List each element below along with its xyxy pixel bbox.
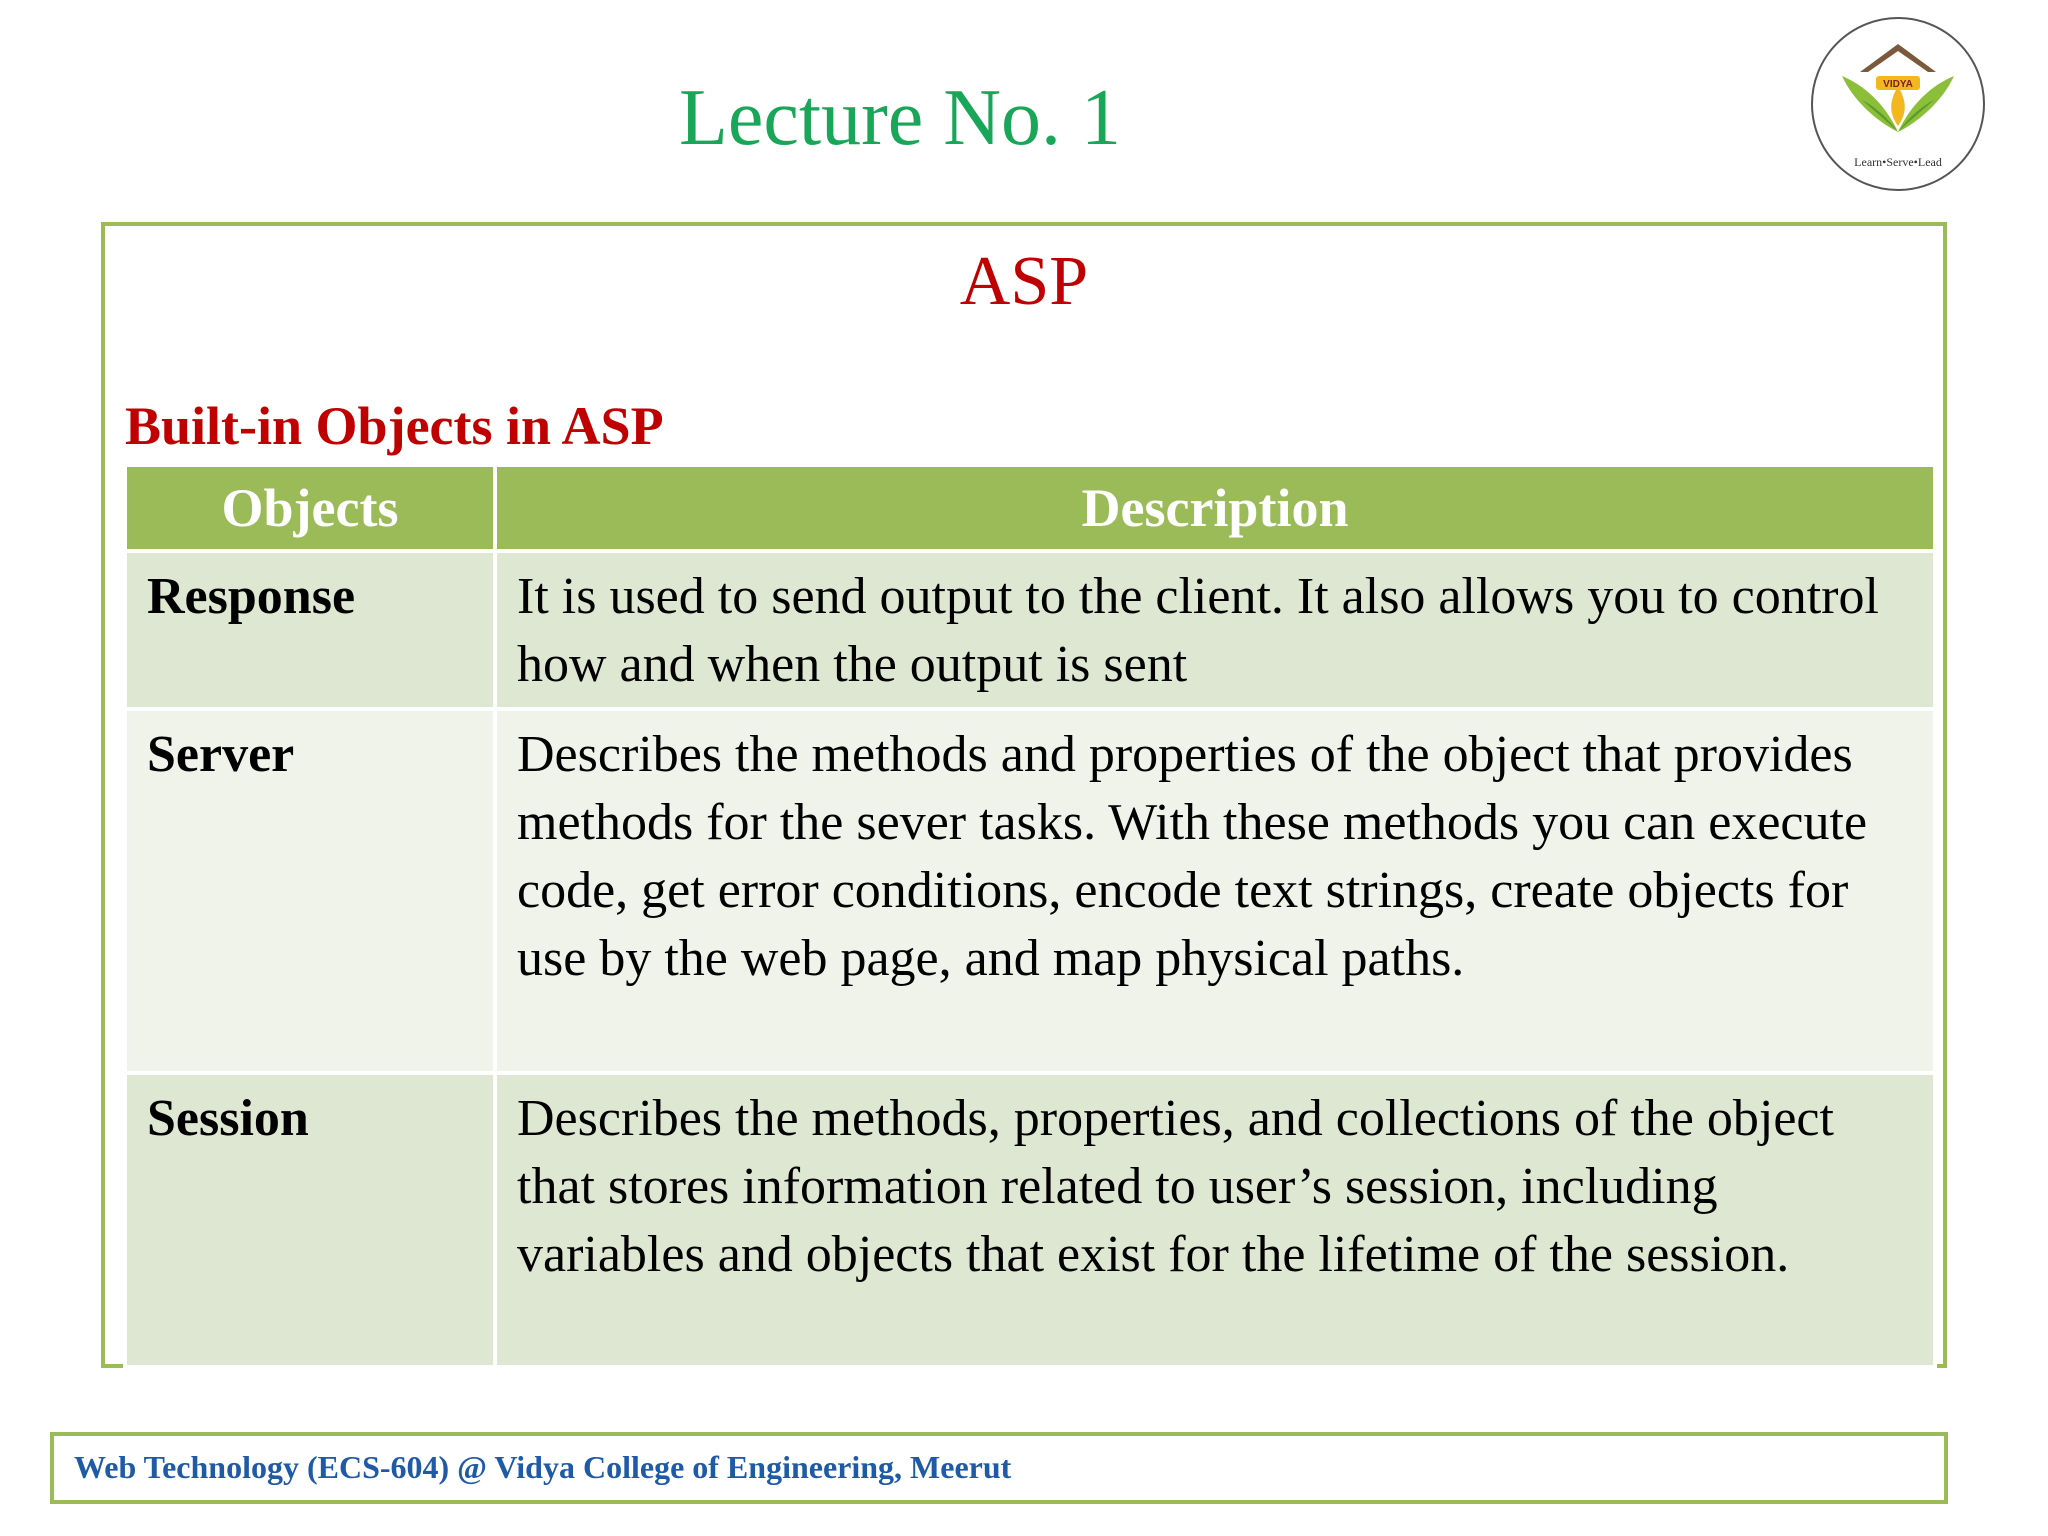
- slide-title: ASP: [959, 243, 1089, 320]
- table-header-row: [125, 465, 1935, 551]
- object-name: Response: [125, 551, 495, 709]
- object-description: Describes the methods, properties, and collections of the object that stores information related to user’s session, including variables and objects that exist for the lifetime of the session.: [495, 1073, 1935, 1367]
- logo-emblem-icon: [1808, 14, 1988, 194]
- table-row: [125, 709, 1935, 1073]
- table-row: [125, 551, 1935, 709]
- lecture-title: Lecture No. 1: [678, 74, 1122, 162]
- object-name: Server: [125, 709, 495, 1073]
- footer-text: Web Technology (ECS-604) @ Vidya College of Engineering, Meerut: [74, 1449, 1012, 1485]
- footer-frame: [50, 1432, 1948, 1504]
- college-logo: [1808, 14, 1988, 194]
- header-description: Description: [495, 465, 1935, 551]
- objects-table: [123, 463, 1937, 1369]
- object-description: It is used to send output to the client. It also allows you to control how and when the output is sent: [495, 551, 1935, 709]
- object-description: Describes the methods and properties of the object that provides methods for the sever tasks. With these methods you can execute code, get error conditions, encode text strings, create objects for use by the web page, and map physical paths.: [495, 709, 1935, 1073]
- header-objects: Objects: [125, 465, 495, 551]
- logo-tagline: Learn•Serve•Lead: [1854, 155, 1942, 169]
- section-heading: Built-in Objects in ASP: [125, 396, 664, 456]
- object-name: Session: [125, 1073, 495, 1367]
- table-row: [125, 1073, 1935, 1367]
- logo-name: VIDYA: [1883, 79, 1913, 90]
- content-frame: [101, 222, 1947, 1368]
